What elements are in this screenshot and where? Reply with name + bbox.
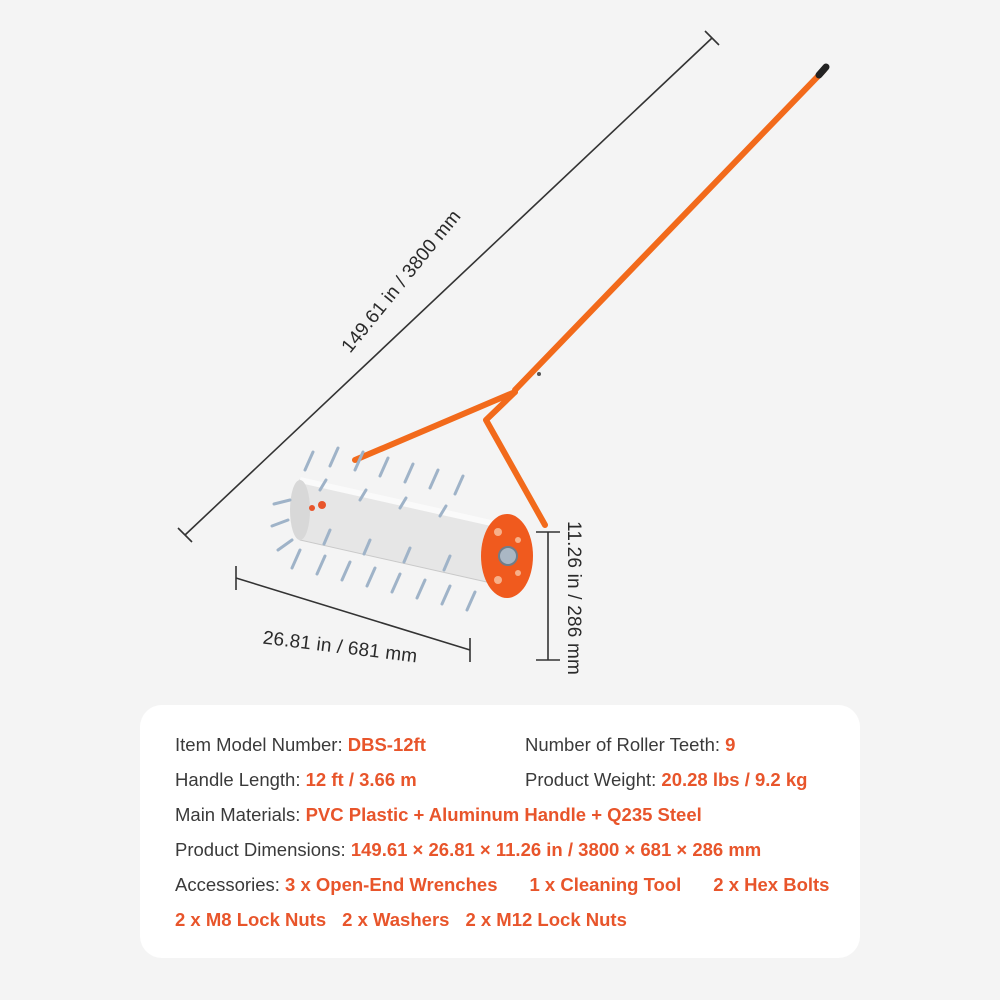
spec-materials-value: PVC Plastic + Aluminum Handle + Q235 Steel (305, 804, 702, 825)
spec-handle (175, 769, 417, 791)
accessory-item: 3 x Open-End Wrenches (285, 874, 498, 895)
width-dimension-label: 26.81 in / 681 mm (261, 627, 419, 668)
accessory-item: 2 x Washers (342, 909, 450, 930)
spec-accessories (175, 874, 829, 896)
length-dimension-line (178, 31, 719, 542)
roller-end-cap (481, 514, 533, 598)
spec-teeth (525, 734, 735, 756)
spec-materials-label: Main Materials: (175, 804, 306, 825)
height-dimension-label: 11.26 in / 286 mm (563, 520, 584, 676)
spec-materials (175, 804, 702, 826)
accessory-item: 2 x Hex Bolts (713, 874, 830, 895)
spec-weight-label: Product Weight: (525, 769, 662, 790)
spec-teeth-value: 9 (725, 734, 736, 755)
spec-handle-value: 12 ft / 3.66 m (305, 769, 417, 790)
spec-accessories-continued (175, 909, 627, 931)
spec-weight-value: 20.28 lbs / 9.2 kg (661, 769, 808, 790)
aerator-handle (355, 67, 826, 525)
length-dimension-label: 149.61 in / 3800 mm (337, 206, 466, 358)
spec-teeth-label: Number of Roller Teeth: (525, 734, 726, 755)
spec-dimensions-value: 149.61 × 26.81 × 11.26 in / 3800 × 681 × 286 mm (350, 839, 762, 860)
spec-accessories-label: Accessories: (175, 874, 286, 895)
specifications-card (140, 705, 860, 958)
accessory-item: 2 x M8 Lock Nuts (175, 909, 327, 930)
spec-model (175, 734, 426, 756)
height-dimension-line (536, 532, 560, 660)
spec-dimensions-label: Product Dimensions: (175, 839, 351, 860)
accessory-item: 1 x Cleaning Tool (529, 874, 682, 895)
spec-handle-label: Handle Length: (175, 769, 306, 790)
accessory-item: 2 x M12 Lock Nuts (465, 909, 627, 930)
spec-dimensions (175, 839, 761, 861)
spec-model-value: DBS-12ft (347, 734, 426, 755)
spec-weight (525, 769, 807, 791)
spec-model-label: Item Model Number: (175, 734, 348, 755)
roller-drum (290, 480, 500, 585)
